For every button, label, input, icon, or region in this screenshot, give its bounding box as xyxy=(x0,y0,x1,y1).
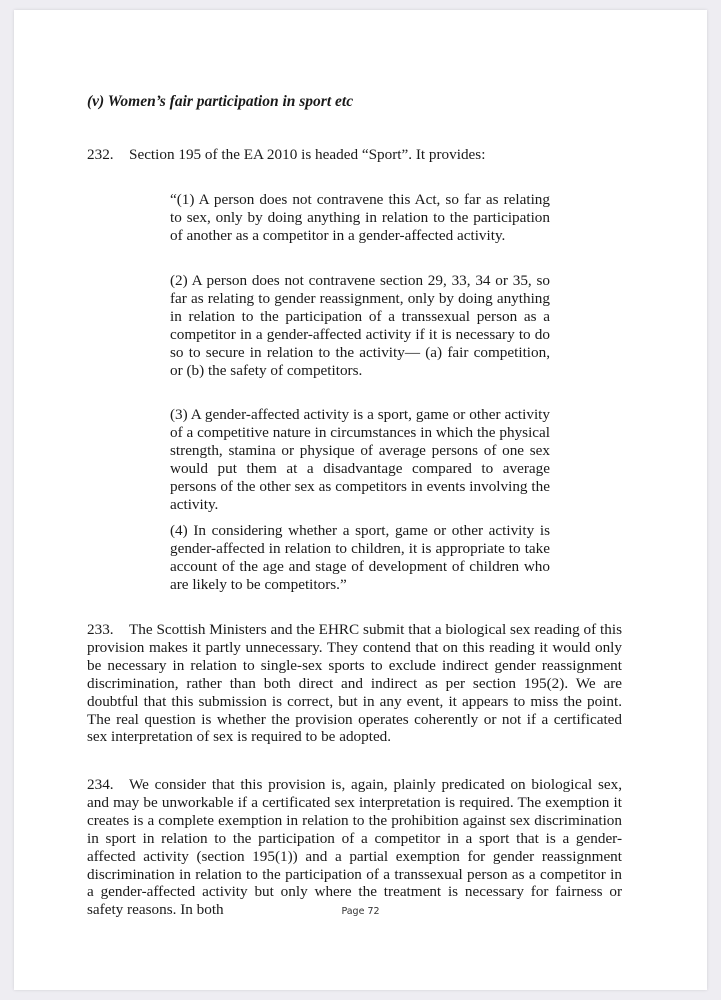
paragraph-number: 234. xyxy=(87,776,114,793)
quote-subsection-4: (4) In considering whether a sport, game or other activity is gender-affected in relation to children, it is appropriate to take account of the age and stage of development of children who are likely to be competitors.” xyxy=(170,522,550,593)
paragraph-text: We consider that this provision is, again, plainly predicated on biological sex, and may be unworkable if a certificated sex interpretation is required. The exemption it creates is a complete exemption in relation to the prohibition against sex discrimination in sport in relation to the participation of a competitor in a sport that is a gender-affected activity (section 195(1)) and a partial exemption for gender reassignment discrimination in relation to the participation of a transsexual person as a competitor in a gender-affected activity but only where the treatment is necessary for fairness or safety reasons. In both xyxy=(87,776,622,919)
paragraph-number: 233. xyxy=(87,621,114,638)
quote-subsection-3: (3) A gender-affected activity is a sport, game or other activity of a competitive nature in circumstances in which the physical strength, stamina or physique of average persons of one sex would put them at a disadvantage compared to average persons of the other sex as competitors in events involving the activity. xyxy=(170,406,550,513)
paragraph-text: Section 195 of the EA 2010 is headed “Sport”. It provides: xyxy=(129,146,486,163)
paragraph-text: The Scottish Ministers and the EHRC submit that a biological sex reading of this provision makes it partly unnecessary. They contend that on this reading it would only be necessary in relation to single-sex sports to exclude indirect gender reassignment discrimination, rather than both direct and indirect as per section 195(2). We are doubtful that this submission is correct, but in any event, it appears to miss the point. The real question is whether the provision operates coherently or not if a certificated sex interpretation of sex is required to be adopted. xyxy=(87,621,622,746)
paragraph-number: 232. xyxy=(87,146,114,163)
paragraph-234 xyxy=(87,776,622,919)
paragraph-233 xyxy=(87,621,622,746)
quote-subsection-2: (2) A person does not contravene section 29, 33, 34 or 35, so far as relating to gender reassignment, only by doing anything in relation to the participation of a transsexual person as a competitor in a gender-affected activity if it is necessary to do so to secure in relation to the activity— (a) fair competition, or (b) the safety of competitors. xyxy=(170,272,550,379)
quote-subsection-1: “(1) A person does not contravene this Act, so far as relating to sex, only by doing anything in relation to the participation of another as a competitor in a gender-affected activity. xyxy=(170,191,550,244)
paragraph-232 xyxy=(87,146,622,164)
section-heading: (v) Women’s fair participation in sport etc xyxy=(87,93,354,110)
page-number: Page 72 xyxy=(341,906,380,917)
